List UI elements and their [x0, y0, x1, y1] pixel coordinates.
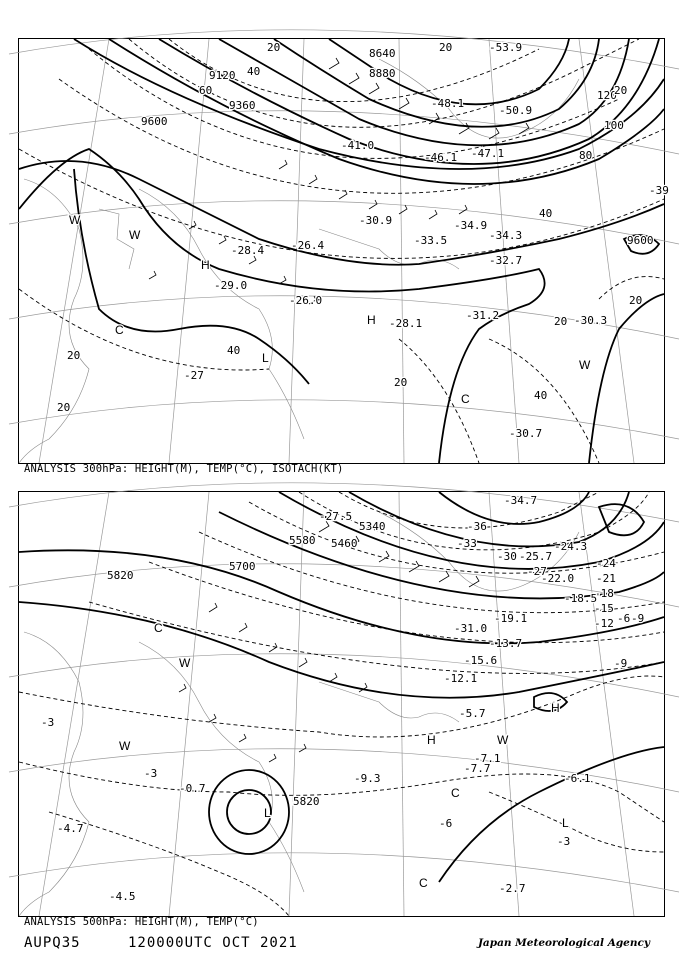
height-label-0: 9600 — [141, 115, 168, 128]
agency-credit: Japan Meteorological Agency — [477, 937, 650, 949]
center-marker-4: W — [129, 228, 141, 242]
temp-value-4: -9.3 — [354, 772, 381, 785]
temp-value-15: -13.7 — [489, 637, 523, 650]
temp-value-13: -31.0 — [454, 622, 488, 635]
valid-time: 120000UTC OCT 2021 — [128, 935, 298, 951]
temp-label-3: -12 — [594, 617, 614, 630]
temp-value-8: -19.1 — [494, 612, 528, 625]
temp-value-17: -2.7 — [499, 882, 526, 895]
temp-value-4: -34.9 — [454, 219, 488, 232]
center-marker-6: C — [115, 323, 124, 337]
height-label-3: 5580 — [289, 534, 316, 547]
height-label-4: 8880 — [369, 67, 396, 80]
temp-label-12: -3 — [557, 835, 571, 848]
temp-value-3: -33.5 — [414, 234, 448, 247]
center-marker-0: H — [551, 701, 560, 715]
height-label-5: 9600 — [627, 234, 654, 247]
center-marker-1: H — [427, 733, 436, 747]
temp-label-6: -21 — [596, 572, 616, 585]
temp-value-10: -53.9 — [489, 41, 523, 54]
caption-500hpa: ANALYSIS 500hPa: HEIGHT(M), TEMP(°C) — [24, 916, 259, 928]
isotach-label-9: 20 — [614, 84, 628, 97]
height-label-4: 5460 — [331, 537, 358, 550]
temp-label-4: -15 — [594, 602, 614, 615]
temp-value-1: -31.2 — [466, 309, 500, 322]
temp-value-15: -30.3 — [574, 314, 608, 327]
isotach-label-4: 100 — [604, 119, 624, 132]
temp-label-15: -3 — [144, 767, 158, 780]
height-label-3: 8640 — [369, 47, 396, 60]
isotach-label-2: 60 — [199, 84, 213, 97]
temp-label-7: -24 — [596, 557, 616, 570]
temp-value-18: -0.7 — [179, 782, 206, 795]
center-marker-7: C — [461, 392, 470, 406]
center-marker-5: W — [119, 739, 131, 753]
map-500hpa — [19, 492, 664, 916]
center-marker-3: W — [69, 213, 81, 227]
center-marker-7: C — [154, 621, 163, 635]
temp-value-19: -4.7 — [57, 822, 84, 835]
isotach-label-6: 20 — [439, 41, 453, 54]
isotach-label-10: 20 — [67, 349, 81, 362]
temp-value-11: -25.7 — [519, 550, 553, 563]
isotach-label-7: 40 — [539, 207, 553, 220]
isotach-label-8: 20 — [554, 315, 568, 328]
isotach-label-15: 20 — [629, 294, 643, 307]
temp-value-9: -50.9 — [499, 104, 533, 117]
temp-label-0: -3 — [41, 716, 55, 729]
height-label-1: 5820 — [293, 795, 320, 808]
temp-value-12: -27.5 — [319, 510, 353, 523]
temp-value-14: -34.7 — [504, 494, 538, 507]
isotach-label-3: 80 — [579, 149, 593, 162]
graticule — [9, 30, 679, 463]
center-marker-9: C — [419, 876, 428, 890]
height-label-2: 5700 — [229, 560, 256, 573]
center-marker-2: L — [262, 351, 269, 365]
center-marker-6: W — [497, 733, 509, 747]
map-panel-300hpa — [18, 38, 669, 464]
temp-label-13: -6 — [617, 612, 631, 625]
temp-value-14: -26.0 — [289, 294, 323, 307]
isotach-label-1: 40 — [247, 65, 261, 78]
isotach-label-14: 40 — [534, 389, 548, 402]
temp-value-9: -22.0 — [541, 572, 575, 585]
temp-label-11: -36 — [467, 520, 487, 533]
caption-300hpa: ANALYSIS 300hPa: HEIGHT(M), TEMP(°C), ISOTACH(KT) — [24, 463, 344, 475]
temp-label-5: -18 — [594, 587, 614, 600]
temp-value-3: -6.1 — [564, 772, 591, 785]
temp-label-2: -9 — [614, 657, 628, 670]
height-contours — [19, 39, 664, 463]
temp-label-8: -27 — [527, 565, 547, 578]
temp-label-10: -33 — [457, 537, 477, 550]
temp-value-5: -12.1 — [444, 672, 478, 685]
temp-value-6: -46.1 — [424, 151, 458, 164]
temp-value-7: -47.1 — [471, 147, 505, 160]
temp-label-14: -9 — [631, 612, 645, 625]
map-labels-500hpa — [41, 494, 644, 903]
map-panel-500hpa — [18, 491, 665, 917]
temp-value-1: -7.7 — [464, 762, 491, 775]
temp-value-16: -4.5 — [109, 890, 136, 903]
map-300hpa — [19, 39, 669, 463]
temp-value-18: -34.3 — [489, 229, 523, 242]
chart-identifier: AUPQ35 — [24, 935, 81, 951]
temp-value-13: -29.0 — [214, 279, 248, 292]
center-marker-2: L — [264, 806, 271, 820]
temp-value-6: -15.6 — [464, 654, 498, 667]
isotach-label-13: 20 — [57, 401, 71, 414]
temp-value-16: -30.7 — [509, 427, 543, 440]
height-label-0: 5820 — [107, 569, 134, 582]
center-marker-0: H — [201, 258, 210, 272]
temp-label-9: -30 — [497, 550, 517, 563]
center-marker-1: H — [367, 313, 376, 327]
temp-label-1: -6 — [439, 817, 453, 830]
temp-value-17: -32.7 — [489, 254, 523, 267]
isotach-label-11: 40 — [227, 344, 241, 357]
temp-value-2: -5.7 — [459, 707, 486, 720]
isotach-label-12: 20 — [394, 376, 408, 389]
isotach-label-0: 20 — [267, 41, 281, 54]
temp-value-0: -7.1 — [474, 752, 501, 765]
center-marker-4: W — [179, 656, 191, 670]
temp-value-8: -48.1 — [431, 97, 465, 110]
temperature-contours — [19, 492, 664, 916]
temp-value-12: -28.4 — [231, 244, 265, 257]
center-marker-8: C — [451, 786, 460, 800]
temp-value-10: -24.3 — [554, 540, 588, 553]
center-marker-3: L — [562, 816, 569, 830]
height-label-2: 9360 — [229, 99, 256, 112]
map-labels-300hpa — [57, 41, 669, 440]
height-label-1: 9120 — [209, 69, 236, 82]
temp-value-0: -28.1 — [389, 317, 423, 330]
temp-value-5: -41.0 — [341, 139, 375, 152]
temp-value-11: -26.4 — [291, 239, 325, 252]
isotach-label-5: 120 — [597, 89, 617, 102]
temp-value-7: -18.5 — [564, 592, 598, 605]
height-label-5: 5340 — [359, 520, 386, 533]
temp-value-2: -30.9 — [359, 214, 393, 227]
temp-value-19: -27 — [184, 369, 204, 382]
temp-value-20: -39 — [649, 184, 669, 197]
center-marker-5: W — [579, 358, 591, 372]
